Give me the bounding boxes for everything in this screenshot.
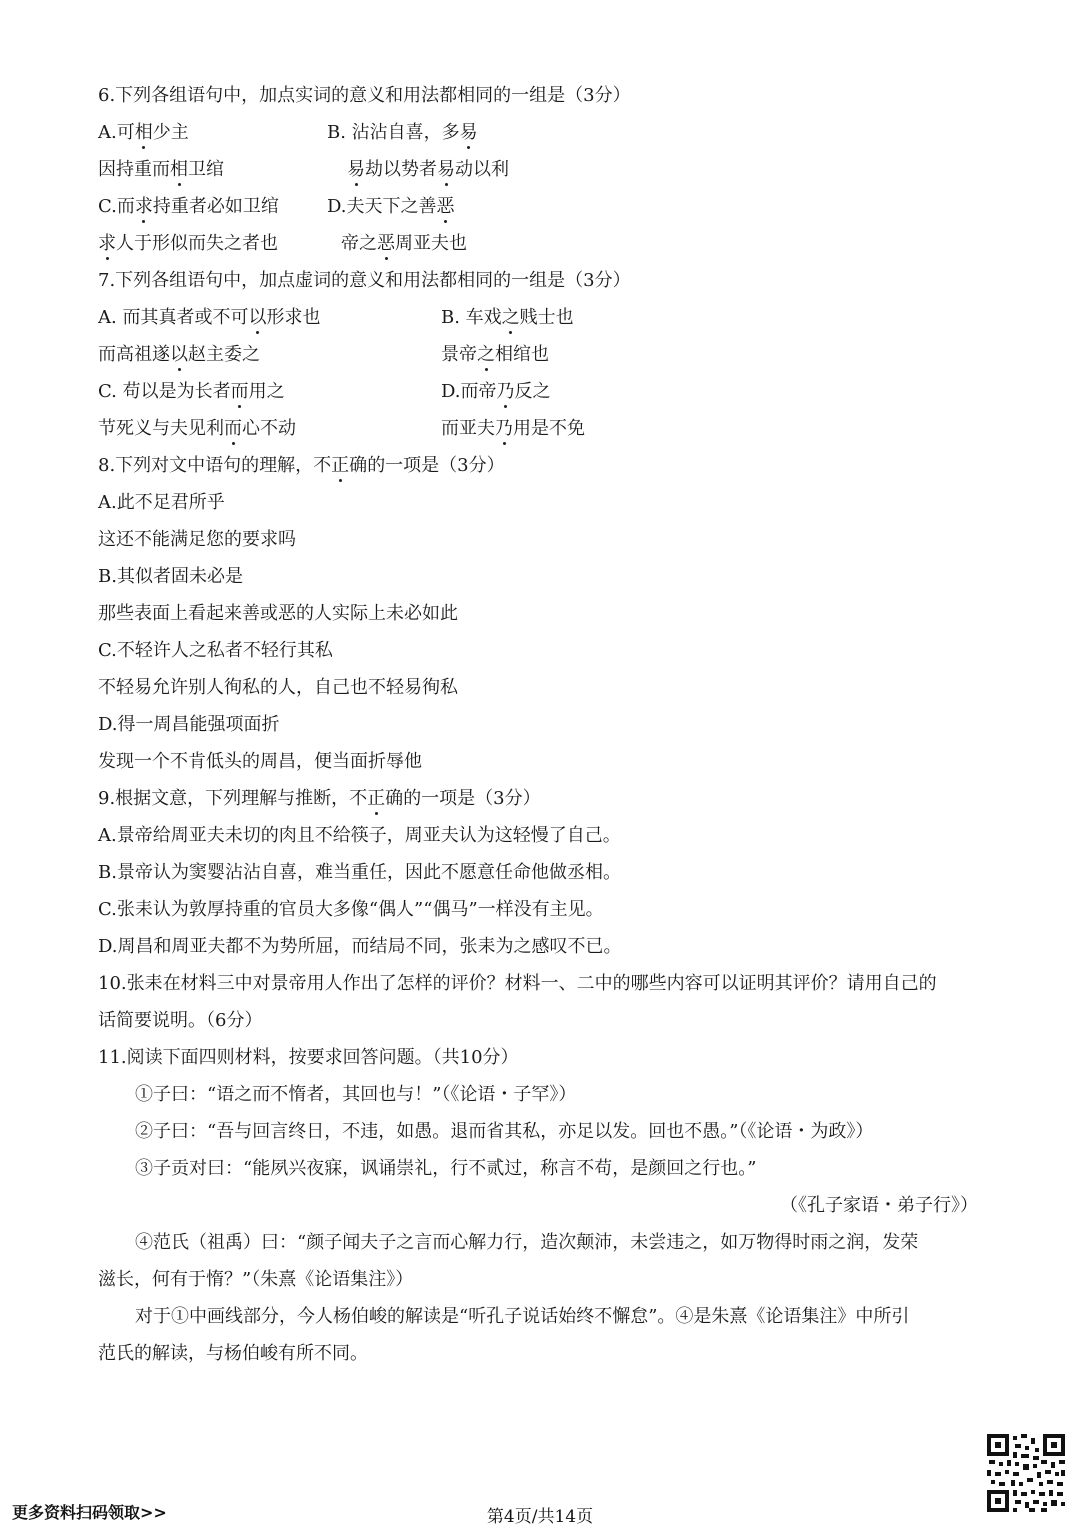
q6-a1: A.可相少主 xyxy=(98,122,189,143)
q7-stem: 7.下列各组语句中，加点虚词的意义和用法都相同的一组是（3分） xyxy=(98,270,631,291)
q11-material-3: ③子贡对曰：“能夙兴夜寐，讽诵崇礼，行不贰过，称言不苟，是颜回之行也。” xyxy=(135,1158,757,1179)
q10-stem: 10.张耒在材料三中对景帝用人作出了怎样的评价？材料一、二中的哪些内容可以证明其评价？请用自己的 xyxy=(98,973,937,994)
q7-a2: 而高祖遂以赵主委之 xyxy=(98,344,260,365)
q11-note-cont: 范氏的解读，与杨伯峻有所不同。 xyxy=(98,1343,368,1364)
q8-d-trans: 发现一个不肯低头的周昌，便当面折辱他 xyxy=(98,751,422,772)
q11-note: 对于①中画线部分，今人杨伯峻的解读是“听孔子说话始终不懈怠”。④是朱熹《论语集注》中所引 xyxy=(135,1306,910,1327)
q8-c-trans: 不轻易允许别人徇私的人，自己也不轻易徇私 xyxy=(98,677,458,698)
q9-c: C.张耒认为敦厚持重的官员大多像“偶人”“偶马”一样没有主见。 xyxy=(98,899,604,920)
q11-material-4: ④范氏（祖禹）曰：“颜子闻夫子之言而心解力行，造次颠沛，未尝违之，如万物得时雨之润，发荣 xyxy=(135,1232,919,1253)
q9-stem: 9.根据文意，下列理解与推断，不正确的一项是（3分） xyxy=(98,788,541,809)
q11-material-1: ①子曰：“语之而不惰者，其回也与！”（《论语・子罕》） xyxy=(135,1084,577,1105)
q8-b-trans: 那些表面上看起来善或恶的人实际上未必如此 xyxy=(98,603,458,624)
q9-b: B.景帝认为窦婴沾沾自喜，难当重任，因此不愿意任命他做丞相。 xyxy=(98,862,621,883)
q6-a2: 因持重而相卫绾 xyxy=(98,159,224,180)
q8-a-trans: 这还不能满足您的要求吗 xyxy=(98,529,296,550)
q10-stem-cont: 话简要说明。（6分） xyxy=(98,1010,263,1031)
q8-b: B.其似者固未必是 xyxy=(98,566,243,587)
q11-stem: 11.阅读下面四则材料，按要求回答问题。（共10分） xyxy=(98,1047,519,1068)
q8-d: D.得一周昌能强项面折 xyxy=(98,714,280,735)
q8-a: A.此不足君所乎 xyxy=(98,492,225,513)
q6-b1: B. 沾沾自喜，多易 xyxy=(327,122,478,143)
q7-d1: D.而帝乃反之 xyxy=(441,381,551,402)
q6-d1: D.夫天下之善恶 xyxy=(327,196,455,217)
q11-material-2: ②子曰：“吾与回言终日，不违，如愚。退而省其私，亦足以发。回也不愚。”（《论语・为政》） xyxy=(135,1121,874,1142)
q6-c1: C.而求持重者必如卫绾 xyxy=(98,196,279,217)
q9-a: A.景帝给周亚夫未切的肉且不给筷子，周亚夫认为这轻慢了自己。 xyxy=(98,825,621,846)
q6-d2: 帝之恶周亚夫也 xyxy=(341,233,467,254)
q8-stem: 8.下列对文中语句的理解，不正确的一项是（3分） xyxy=(98,455,505,476)
q9-d: D.周昌和周亚夫都不为势所屈，而结局不同，张耒为之感叹不已。 xyxy=(98,936,622,957)
q7-c1: C. 苟以是为长者而用之 xyxy=(98,381,285,402)
q11-material-3-source: （《孔子家语・弟子行》） xyxy=(780,1195,978,1216)
page-number: 第4页/共14页 xyxy=(486,1507,594,1527)
q7-b2: 景帝之相绾也 xyxy=(441,344,549,365)
q6-b2: 易劫以势者易动以利 xyxy=(347,159,509,180)
q6-stem: 6.下列各组语句中，加点实词的意义和用法都相同的一组是（3分） xyxy=(98,85,631,106)
footer-promo-link[interactable]: 更多资料扫码领取>> xyxy=(12,1503,167,1522)
q6-c2: 求人于形似而失之者也 xyxy=(98,233,278,254)
q7-c2: 节死义与夫见利而心不动 xyxy=(98,418,296,439)
q7-a1: A. 而其真者或不可以形求也 xyxy=(98,307,321,328)
q8-c: C.不轻许人之私者不轻行其私 xyxy=(98,640,333,661)
q7-d2: 而亚夫乃用是不免 xyxy=(441,418,585,439)
q11-material-4-cont: 滋长，何有于惰？”（朱熹《论语集注》） xyxy=(98,1269,414,1290)
q7-b1: B. 车戏之贱士也 xyxy=(441,307,574,328)
